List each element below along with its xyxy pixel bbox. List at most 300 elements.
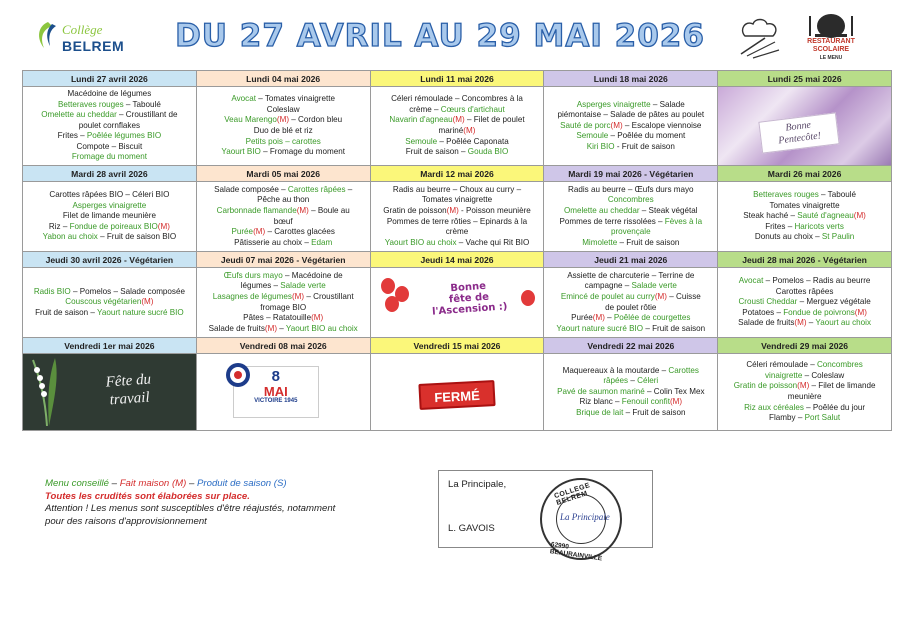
menu-text: Poêlée de courgettes [613,313,691,323]
menu-text: Pêche au thon [257,195,310,205]
menu-items [544,354,717,430]
menu-text: Pâtes – Ratatouille [243,313,312,323]
menu-text: – Cordon bleu [289,115,343,125]
menu-text: – Fromage du moment [260,147,345,157]
menu-text: Mimolette [582,237,618,247]
travail-line: travail [109,389,151,409]
menu-text: Purée [571,313,593,323]
day-header: Mardi 12 mai 2026 [371,166,544,182]
menu-text: – Carottes glacées [265,227,335,237]
menu-line [721,211,888,222]
heart-balloon-icon [385,296,399,312]
legend-attention-1: Attention ! Les menus sont susceptibles d'être réajustés, notamment [45,503,336,514]
menu-text: – Poêlée du moment [608,131,686,141]
menu-text: Yaourt nature sucré BIO [556,323,644,333]
legend: Menu conseillé – Fait maison (M) – Produit de saison (S) Toutes les crudités sont élaborées sur place. Attention ! Les menus sont susceptibles d'être réajustés, notamment pour des raisons d'approvisionnement [45,478,425,528]
menu-text: Pommes de terre rôties – Epinards à la [386,216,528,226]
menu-text: (M) [853,211,866,221]
day-header: Mardi 19 mai 2026 - Végétarien [544,166,717,182]
day-cell [23,252,197,338]
menu-text: – Filet de limande [809,381,876,391]
ferme-sign: FERMÉ [418,380,495,410]
day-cell [718,252,892,338]
menu-items [371,182,544,251]
menu-text: Betteraves rouges [57,99,124,109]
menu-line [547,292,714,303]
menu-line [200,238,367,249]
menu-text: Carottes râpées [775,286,834,296]
menu-line [374,94,541,105]
menu-line [26,297,193,308]
menu-line [26,131,193,142]
menu-text: Céleri [637,376,659,386]
menu-text: Avocat [738,276,764,286]
day-header: Mardi 28 avril 2026 [23,166,196,182]
menu-line [200,185,367,196]
menu-text: Yaourt au choix [815,318,872,328]
day-cell [23,338,197,431]
menu-text: (M) [854,307,867,317]
menu-text: (M) [253,227,266,237]
menu-text: (M) [797,381,810,391]
menu-text: Carottes [668,365,699,375]
menu-text: (M) [311,313,324,323]
day-header: Jeudi 30 avril 2026 - Végétarien [23,252,196,268]
menu-text: Fruit de saison – [35,307,98,317]
menu-line [200,126,367,137]
day-header: Vendredi 22 mai 2026 [544,338,717,354]
menu-line [26,142,193,153]
menu-line [547,387,714,398]
menu-text: Maquereaux à la moutarde – [562,365,669,375]
signature-role: La Principale, [448,479,507,490]
day-cell [23,166,197,252]
menu-line [200,206,367,217]
chef-utensils-icon [735,16,783,60]
menu-text: Radis au beurre – Œufs durs mayo [568,184,694,194]
menu-text: – Coleslaw [802,370,845,380]
day-header: Lundi 25 mai 2026 [718,71,891,87]
menu-text: – [345,184,353,194]
menu-text: (M) [669,397,683,407]
menu-line [721,308,888,319]
menu-text: – Fruit de saison BIO [97,232,177,242]
menu-line [547,185,714,196]
menu-text: Haricots verts [794,221,844,231]
menu-text: - Poisson meunière [458,205,531,215]
menu-text: Steak haché – [743,211,798,221]
restaurant-line3: LE MENU [819,55,843,61]
menu-text: – Poêlée du jour [803,402,866,412]
menu-text: Couscous végétarien [65,297,142,307]
day-header: Vendredi 08 mai 2026 [197,338,370,354]
legend-saison: Produit de saison (S) [197,478,287,489]
menu-line [721,371,888,382]
menu-text: Lasagnes de légumes [212,291,292,301]
menu-items [718,354,891,430]
menu-line [547,100,714,111]
menu-line [26,308,193,319]
menu-items [197,182,370,251]
stamp-signature: La Principale [560,512,610,522]
menu-line [547,313,714,324]
menu-text: – [277,323,286,333]
day-header: Jeudi 14 mai 2026 [371,252,544,268]
menu-line [26,152,193,163]
menu-text: Edam [311,237,333,247]
day-header: Vendredi 15 mai 2026 [371,338,544,354]
menu-line [547,366,714,377]
menu-line [200,137,367,148]
menu-text: Fèves à la [664,216,703,226]
lily-of-the-valley-icon [29,356,65,426]
menu-text: Fondue de poivrons [783,307,855,317]
menu-text: Brique de lait [576,407,624,417]
logo-belrem-text: BELREM [62,38,125,54]
menu-text: Asperges vinaigrette [576,99,651,109]
menu-line [547,131,714,142]
menu-text: crème [445,227,469,237]
menu-text: Frites – [765,221,795,231]
day-cell [544,71,718,166]
pentecote-card [759,112,840,153]
menu-text: – Merguez végétale [797,297,871,307]
menu-line [374,238,541,249]
menu-text: – Taboulé [818,190,857,200]
ascension-line: fête de [448,291,489,306]
menu-text: de poulet rôtie [605,302,657,312]
menu-text: Navarin d'agneau [389,115,453,125]
menu-line [374,115,541,126]
menu-line [721,297,888,308]
menu-text: Riz – [48,221,70,231]
menu-text: poulet cornflakes [78,120,140,130]
week-row [23,166,892,252]
menu-text: Compote – Biscuit [76,141,143,151]
stamp-top-text: COLLEGE BELREM [553,482,592,507]
menu-text: Coleslaw [266,104,300,114]
menu-text: Carottes râpées [287,184,346,194]
menu-text: – Salade [650,99,685,109]
menu-line [547,397,714,408]
menu-text: Tomates vinaigrette [769,200,840,210]
pentecote-text: Pentecôte! [777,130,822,147]
menu-line [547,376,714,387]
pentecote-text: Bonne [785,119,812,134]
travail-line: Fête du [105,371,152,391]
mai8-illustration [197,354,370,430]
menu-text: – Taboulé [123,99,161,109]
menu-line [721,222,888,233]
day-cell [544,252,718,338]
menu-line [547,324,714,335]
day-header: Mardi 26 mai 2026 [718,166,891,182]
ascension-illustration [371,268,544,337]
menu-text: provençale [610,227,651,237]
stamp-bottom-text: 62990 BEAURAINVILLE [549,541,603,563]
menu-line [721,232,888,243]
menu-line [200,94,367,105]
college-logo [28,18,138,62]
menu-text: Yaourt nature sucré BIO [97,307,184,317]
menu-text: Salade composée – [214,184,288,194]
day-header: Jeudi 07 mai 2026 - Végétarien [197,252,370,268]
menu-line [374,105,541,116]
week-row [23,338,892,431]
menu-text: (M) [446,205,459,215]
restaurant-line1: RESTAURANT [807,38,855,45]
menu-text: (M) [296,205,309,215]
menu-line [721,318,888,329]
menu-text: Frites – [57,131,87,141]
day-cell [718,166,892,252]
menu-text: – Colin Tex Mex [644,386,705,396]
logo-college-text: Collège [62,22,103,37]
menu-text: Gouda BIO [467,147,509,157]
menu-text: Pâtisserie au choix – [234,237,312,247]
day-cell [371,338,545,431]
menu-text: – Escalope viennoise [622,120,702,130]
school-stamp [540,478,622,563]
restaurant-line2: SCOLAIRE [812,46,850,53]
ascension-text [406,278,532,320]
menu-line [374,227,541,238]
menu-line [200,217,367,228]
menu-text: Donuts au choix – [754,232,822,242]
menu-line [721,360,888,371]
travail-illustration [23,354,196,430]
day-cell [718,338,892,431]
menu-line [547,281,714,292]
menu-text: Crousti Cheddar [738,297,798,307]
legend-crudites: Toutes les crudités sont élaborées sur place. [45,490,250,502]
menu-line [200,292,367,303]
menu-text: Purée [231,227,254,237]
menu-text: – [806,318,816,328]
menu-text: Salade verte [631,281,677,291]
menu-text: vinaigrette [764,370,803,380]
heart-balloon-icon [381,278,395,294]
menu-text: – Pomelos – Salade composée [70,286,185,296]
victoire-line: MAI [263,384,288,399]
menu-line [200,271,367,282]
menu-text: (M) [463,126,476,135]
menu-text: Filet de limande meunière [62,211,156,221]
menu-line [200,313,367,324]
menu-text: Gratin de poisson [383,205,447,215]
menu-text: – Poêlée Caponata [437,136,509,146]
menu-text: Yaourt BIO au choix [285,323,358,333]
menu-text: crème – [409,104,441,114]
day-header: Lundi 04 mai 2026 [197,71,370,87]
day-cell [197,252,371,338]
menu-line [200,227,367,238]
day-cell [197,338,371,431]
menu-text: Fenouil confit [621,397,670,407]
menu-line [26,110,193,121]
menu-items [544,268,717,337]
menu-line [547,110,714,121]
menu-text: mariné [438,126,464,135]
menu-line [26,222,193,233]
menu-text: – Pomelos – Radis au beurre [763,276,871,286]
day-cell [23,71,197,166]
menu-text: Tomates vinaigrette [421,195,493,205]
menu-line [547,217,714,228]
menu-text: (M) [592,313,605,323]
menu-text: – Vache qui Rit BIO [456,237,530,247]
menu-text: – Cuisse [667,291,701,301]
menu-items [718,268,891,337]
menu-text: Salade de fruits [208,323,265,333]
menu-text: – Fruit de saison [617,237,680,247]
menu-text: (M) [452,115,465,125]
menu-text: Cœurs d'artichaut [440,104,505,114]
menu-line [200,195,367,206]
menu-text: Carottes râpées BIO – Céleri BIO [49,190,170,200]
menu-line [374,206,541,217]
menu-text: (M) [654,291,667,301]
menu-line [200,105,367,116]
menu-text: Betteraves rouges [753,190,819,200]
menu-line [547,195,714,206]
menu-text: Sauté d'agneau [797,211,854,221]
menu-text: – [628,376,638,386]
menu-text: Carbonnade flamande [216,205,297,215]
menu-line [721,403,888,414]
menu-line [200,281,367,292]
menu-line [200,147,367,158]
menu-text: Céleri rémoulade – Concombres à la [391,94,523,104]
menu-line [26,211,193,222]
menu-text: Salade verte [280,281,326,291]
menu-line [200,115,367,126]
tricolor-ribbon-icon [223,360,253,390]
menu-text: meunière [787,392,822,401]
menu-line [721,276,888,287]
day-cell [371,252,545,338]
legend-attention-2: pour des raisons d'approvisionnement [45,515,207,527]
week-row [23,71,892,166]
menu-text: Emincé de poulet au curry [560,291,655,301]
menu-line [26,232,193,243]
menu-text: Riz aux céréales [744,402,804,412]
menu-text: Omelette au cheddar [563,205,640,215]
menu-line [547,142,714,153]
cloche-icon [796,12,866,40]
menu-line [547,206,714,217]
menu-text: Concombres [816,360,863,370]
day-cell [544,338,718,431]
menu-text: Yaourt BIO au choix [384,237,457,247]
menu-text: Pavé de saumon mariné [557,386,645,396]
menu-text: – Filet de poulet [464,115,525,125]
menu-items [371,87,544,165]
menu-line [200,303,367,314]
menu-text: Petits pois – carottes [245,136,321,146]
menu-text: (M) [157,221,170,231]
menu-text: – Fruit de saison [623,407,686,417]
menu-text: (M) [276,115,290,125]
menu-line [374,137,541,148]
menu-text: Céleri rémoulade – [746,360,817,370]
ascension-line: l'Ascension :) [431,301,508,318]
menu-text: Potatoes – [742,307,784,317]
menu-text: - Fruit de saison [614,141,675,151]
week-row [23,252,892,338]
menu-text: fromage BIO [260,302,307,312]
day-header: Vendredi 29 mai 2026 [718,338,891,354]
menu-text: Œufs durs mayo [223,270,283,280]
menu-text: Flamby – [769,413,805,423]
menu-line [721,413,888,424]
menu-line [26,121,193,132]
victoire-line: 8 [271,368,280,385]
day-cell [544,166,718,252]
page-title: DU 27 AVRIL AU 29 MAI 2026 [175,18,705,54]
day-header: Jeudi 28 mai 2026 - Végétarien [718,252,891,268]
menu-items [23,182,196,251]
menu-text: Veau Marengo [224,115,277,125]
day-cell [371,166,545,252]
menu-text: râpées [603,376,629,386]
menu-text: Duo de blé et riz [253,126,313,135]
menu-text: bœuf [273,216,293,226]
menu-line [26,89,193,100]
day-cell [718,71,892,166]
legend-conseille: Menu conseillé [45,478,109,489]
ferme-illustration [371,354,544,430]
menu-line [26,287,193,298]
day-header: Lundi 11 mai 2026 [371,71,544,87]
legend-fait-maison: Fait maison (M) [119,478,187,489]
menu-text: Assiette de charcuterie – Terrine de [567,270,695,280]
menu-text: Asperges vinaigrette [72,200,147,210]
menu-text: Avocat [231,94,256,104]
menu-text: Semoule [405,136,438,146]
menu-items [718,182,891,251]
menu-line [374,195,541,206]
day-header: Vendredi 1er mai 2026 [23,338,196,354]
menu-text: Yaourt BIO [221,147,261,157]
menu-text: Sauté de porc [560,120,611,130]
menu-text: Yabon au choix [42,232,98,242]
menu-items [544,182,717,251]
menu-text: (M) [610,120,623,130]
restaurant-scolaire-logo [796,12,866,64]
menu-line [374,185,541,196]
menu-text: Omelette au cheddar [41,110,117,120]
menu-text: – Boule au [308,205,350,215]
menu-line [374,217,541,228]
lilac-illustration [718,87,891,165]
menu-text: (M) [141,297,154,307]
menu-items [197,87,370,165]
day-header: Lundi 27 avril 2026 [23,71,196,87]
day-cell [371,71,545,166]
menu-text: Fruit de saison – [405,147,468,157]
menu-text: (M) [794,318,807,328]
menu-items [197,268,370,337]
menu-line [721,392,888,403]
menu-text: (M) [264,323,278,333]
menu-line [547,121,714,132]
ascension-line: Bonne [449,280,486,295]
fete-du-travail-text [68,368,190,412]
menu-text: Radis BIO [33,286,71,296]
day-cell [197,71,371,166]
day-cell [197,166,371,252]
